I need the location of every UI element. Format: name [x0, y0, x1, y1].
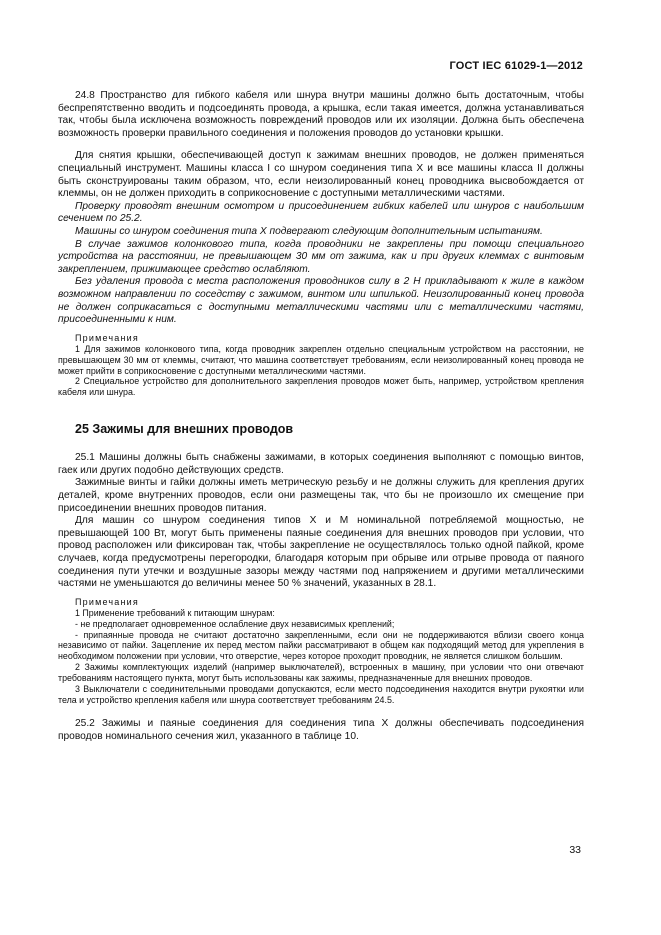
paragraph-force-test: Без удаления провода с места расположения проводников силу в 2 Н прикладывают к жиле в каждом возможном направлении по соседству с зажимом, винтом или шпилькой. Неизолированный конец провода не должен соприкасаться с доступными металлическими частями или с металлическими частями, присоединенными к ним. [58, 276, 584, 326]
note-item: 1 Для зажимов колонкового типа, когда проводник закреплен отдельно специальным устройством на расстоянии, не превышающем 30 мм от клеммы, считают, что машина соответствует требованиям, если неизолированный конец провода не может прийти в соприкосновение с доступными металлическими частями. [58, 343, 584, 376]
notes-title: Примечания [75, 332, 139, 343]
note-item: - не предполагает одновременное ослабление двух независимых креплений; [75, 618, 395, 629]
notes-title: Примечания [75, 596, 139, 607]
paragraph-type-x-tests: Машины со шнуром соединения типа X подвергают следующим дополнительным испытаниям. [75, 225, 543, 237]
paragraph-25-1: 25.1 Машины должны быть снабжены зажимами, в которых соединения выполняют с помощью винтов, гаек или других подобно действующих средств. [58, 452, 584, 476]
paragraph-24-8: 24.8 Пространство для гибкого кабеля или шнура внутри машины должно быть достаточным, чтобы беспрепятственно вводить и подсоединять провода, а крышка, если такая имеется, должна устанавливаться так, чтобы была исключена возможность повреждений проводов или их изоляции. Должна быть обеспечена возможность проверки правильного соединения и положения проводов до установки крышки. [58, 90, 584, 139]
note-item: 1 Применение требований к питающим шнурам: [75, 607, 275, 618]
note-item: 2 Зажимы комплектующих изделий (например выключателей), встроенных в машину, при условии что они отвечают требованиям настоящего пункта, могут быть использованы как зажимы, предназначенные для внешних проводов. [58, 662, 584, 684]
paragraph-soldered-connections: Для машин со шнуром соединения типов X и M номинальной потребляемой мощностью, не превышающей 100 Вт, могут быть применены паяные соединения для внешних проводов при условии, что провод расположен или фиксирован так, чтобы закрепление не осуществлялось только одной пайкой, кроме случаев, когда предусмотрены перегородки, благодаря которым при обрыве или отрыве провода от паяного соединения пути утечки и воздушные зазоры между частями под напряжением и другими металлическими частями не уменьшаются до величины менее 50 % значений, указанных в 28.1. [58, 515, 584, 590]
paragraph-25-2: 25.2 Зажимы и паяные соединения для соединения типа X должны обеспечивать подсоединения проводов номинального сечения жил, указанного в таблице 10. [58, 717, 584, 742]
paragraph-clamping-screws: Зажимные винты и гайки должны иметь метрическую резьбу и не должны служить для крепления других деталей, кроме внутренних проводов, если они размещены так, что бы не произошло их смещение при присоединении внешних проводов питания. [58, 477, 584, 514]
paragraph-cover-removal: Для снятия крышки, обеспечивающей доступ к зажимам внешних проводов, не должен применяться специальный инструмент. Машины класса I со шнуром соединения типа X и все машины класса II должны быть сконструированы таким образом, что, если неизолированный конец проводника высвобождается от клеммы, он не должен приходить в соприкосновение с доступными металлическими частями. [58, 150, 584, 200]
standard-header: ГОСТ IEC 61029-1—2012 [449, 60, 583, 72]
note-item: - припаянные провода не считают достаточно закрепленными, если они не поддерживаются вблизи своего конца независимо от пайки. Зацепление их перед местом пайки рассматривают в общем как подходящий метод для укрепления в необходимом положении при условии, что отверстие, через которое проходит проводник, не является слишком большим. [58, 629, 584, 662]
document-body [58, 90, 584, 743]
note-item: 2 Специальное устройство для дополнительного закрепления проводов может быть, например, устройством крепления кабеля или шнура. [58, 376, 584, 398]
section-title: 25 Зажимы для внешних проводов [75, 422, 294, 437]
page-number: 33 [569, 844, 581, 856]
note-item: 3 Выключатели с соединительными проводами допускаются, если место подсоединения находится внутри рукоятки или тела и устройство крепления кабеля или шнура соответствует требованиям 24.5. [58, 684, 584, 705]
paragraph-check-method: Проверку проводят внешним осмотром и присоединением гибких кабелей или шнуров с наибольшим сечением по 25.2. [58, 200, 584, 225]
paragraph-pillar-terminals: В случае зажимов колонкового типа, когда проводники не закреплены при помощи специального устройства на расстоянии, не превышающем 30 мм от зажима, как и при других клеммах с винтовым закреплением, прижимающее средство ослабляют. [58, 238, 584, 275]
